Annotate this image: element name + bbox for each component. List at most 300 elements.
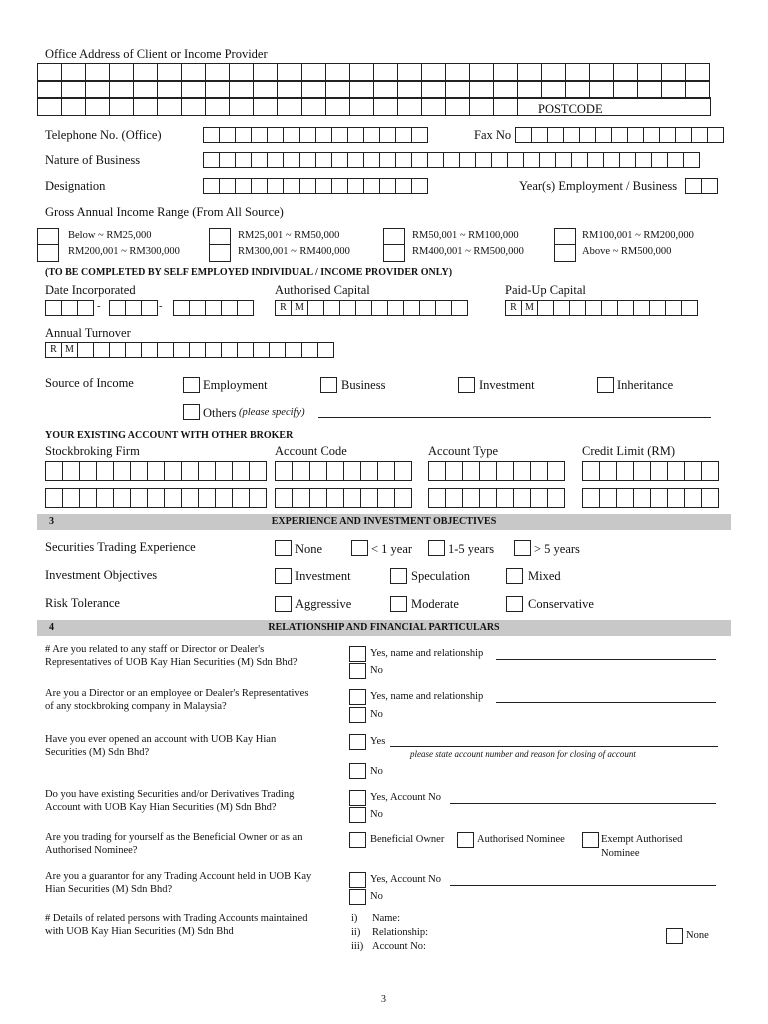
char-box[interactable] (275, 488, 293, 508)
char-box[interactable] (125, 342, 142, 358)
char-box[interactable] (619, 152, 636, 168)
broker-limit-field-2[interactable] (582, 488, 719, 508)
char-box[interactable] (61, 300, 78, 316)
char-box[interactable] (547, 461, 565, 481)
char-box[interactable] (701, 461, 719, 481)
char-box[interactable] (601, 300, 618, 316)
char-box[interactable] (421, 97, 446, 116)
income-checkbox-1b[interactable] (37, 244, 59, 262)
paid-up-capital-field[interactable] (505, 300, 698, 316)
question-3-line-1: Have you ever opened an account with UOB Kay Hian (45, 734, 277, 745)
char-box[interactable] (113, 488, 131, 508)
char-box[interactable] (395, 178, 412, 194)
char-box[interactable] (125, 300, 142, 316)
char-box[interactable] (113, 461, 131, 481)
address-row[interactable] (37, 80, 731, 98)
char-box[interactable] (513, 461, 531, 481)
char-box[interactable] (377, 461, 395, 481)
detail-index: i) (351, 913, 358, 924)
authorised-capital-field[interactable] (275, 300, 468, 316)
char-box[interactable] (219, 178, 236, 194)
source-business-checkbox[interactable] (320, 377, 337, 393)
q2-no-checkbox[interactable] (349, 707, 366, 723)
char-box[interactable] (627, 127, 644, 143)
q2-yes-checkbox[interactable] (349, 689, 366, 705)
char-box[interactable] (77, 342, 94, 358)
char-box[interactable] (675, 127, 692, 143)
char-box[interactable] (130, 488, 148, 508)
currency-m: M (521, 300, 538, 316)
char-box[interactable] (267, 152, 284, 168)
char-box[interactable] (85, 97, 110, 116)
char-box[interactable] (221, 342, 238, 358)
char-box[interactable] (428, 461, 446, 481)
char-box[interactable] (283, 178, 300, 194)
telephone-field[interactable] (203, 127, 428, 143)
char-box[interactable] (530, 488, 548, 508)
broker-code-field[interactable] (275, 461, 412, 481)
char-box[interactable] (617, 300, 634, 316)
char-box[interactable] (587, 152, 604, 168)
nature-field[interactable] (203, 152, 700, 168)
broker-col-limit: Credit Limit (RM) (582, 444, 676, 458)
char-box[interactable] (616, 461, 634, 481)
char-box[interactable] (633, 488, 651, 508)
yes-relationship-label: Yes, name and relationship (370, 691, 484, 702)
char-box[interactable] (428, 488, 446, 508)
char-box[interactable] (96, 488, 114, 508)
char-box[interactable] (633, 461, 651, 481)
char-box[interactable] (459, 152, 476, 168)
char-box[interactable] (133, 97, 158, 116)
q4-yes-checkbox[interactable] (349, 790, 366, 806)
risk-aggressive-checkbox[interactable] (275, 596, 292, 612)
char-box[interactable] (571, 152, 588, 168)
char-box[interactable] (277, 97, 302, 116)
char-box[interactable] (513, 488, 531, 508)
char-box[interactable] (331, 178, 348, 194)
char-box[interactable] (229, 97, 254, 116)
objective-mixed-checkbox[interactable] (506, 568, 523, 584)
q3-yes-checkbox[interactable] (349, 734, 366, 750)
char-box[interactable] (251, 127, 268, 143)
char-box[interactable] (317, 342, 334, 358)
char-box[interactable] (360, 461, 378, 481)
q5-authorised-nominee-checkbox[interactable] (457, 832, 474, 848)
char-box[interactable] (343, 488, 361, 508)
char-box[interactable] (269, 342, 286, 358)
nature-label: Nature of Business (45, 153, 141, 167)
char-box[interactable] (493, 97, 518, 116)
char-box[interactable] (109, 300, 126, 316)
char-box[interactable] (147, 461, 165, 481)
char-box[interactable] (235, 178, 252, 194)
char-box[interactable] (379, 152, 396, 168)
char-box[interactable] (555, 152, 572, 168)
char-box[interactable] (403, 300, 420, 316)
char-box[interactable] (251, 152, 268, 168)
char-box[interactable] (563, 127, 580, 143)
self-employed-note: (TO BE COMPLETED BY SELF EMPLOYED INDIVIDUAL / INCOME PROVIDER ONLY) (45, 267, 453, 278)
annual-turnover-field[interactable] (45, 342, 334, 358)
others-specify-line[interactable] (318, 417, 711, 418)
date-day-field[interactable] (45, 300, 94, 316)
char-box[interactable] (659, 127, 676, 143)
char-box[interactable] (379, 178, 396, 194)
char-box[interactable] (595, 127, 612, 143)
char-box[interactable] (569, 300, 586, 316)
char-box[interactable] (599, 461, 617, 481)
q4-account-line[interactable] (450, 803, 716, 804)
char-box[interactable] (253, 97, 278, 116)
char-box[interactable] (164, 461, 182, 481)
char-box[interactable] (157, 342, 174, 358)
char-box[interactable] (355, 300, 372, 316)
q3-account-line[interactable] (390, 746, 718, 747)
broker-type-field[interactable] (428, 461, 565, 481)
char-box[interactable] (173, 300, 190, 316)
char-box[interactable] (427, 152, 444, 168)
char-box[interactable] (326, 461, 344, 481)
char-box[interactable] (205, 97, 230, 116)
q1-yes-checkbox[interactable] (349, 646, 366, 662)
char-box[interactable] (323, 300, 340, 316)
char-box[interactable] (469, 97, 494, 116)
income-checkbox-2b[interactable] (209, 244, 231, 262)
question-5-line-1: Are you trading for yourself as the Beneficial Owner or as an (45, 832, 303, 843)
char-box[interactable] (445, 488, 463, 508)
char-box[interactable] (531, 127, 548, 143)
char-box[interactable] (373, 97, 398, 116)
designation-field[interactable] (203, 178, 428, 194)
char-box[interactable] (684, 461, 702, 481)
char-box[interactable] (553, 300, 570, 316)
char-box[interactable] (701, 178, 718, 194)
char-box[interactable] (475, 152, 492, 168)
char-box[interactable] (249, 461, 267, 481)
char-box[interactable] (203, 152, 220, 168)
char-box[interactable] (189, 300, 206, 316)
char-box[interactable] (283, 152, 300, 168)
char-box[interactable] (579, 127, 596, 143)
address-grid[interactable] (37, 63, 731, 118)
char-box[interactable] (585, 300, 602, 316)
address-label: Office Address of Client or Income Provider (45, 47, 268, 61)
q5-exempt-checkbox[interactable] (582, 832, 599, 848)
char-box[interactable] (451, 300, 468, 316)
char-box[interactable] (685, 178, 702, 194)
char-box[interactable] (237, 300, 254, 316)
char-box[interactable] (691, 127, 708, 143)
char-box[interactable] (707, 127, 724, 143)
q1-relationship-line[interactable] (496, 659, 716, 660)
char-box[interactable] (507, 152, 524, 168)
char-box[interactable] (394, 488, 412, 508)
income-checkbox-4b[interactable] (554, 244, 576, 262)
experience-gt5-checkbox[interactable] (514, 540, 531, 556)
char-box[interactable] (491, 152, 508, 168)
char-box[interactable] (189, 342, 206, 358)
char-box[interactable] (79, 461, 97, 481)
q3-no-checkbox[interactable] (349, 763, 366, 779)
q6-yes-checkbox[interactable] (349, 872, 366, 888)
char-box[interactable] (61, 97, 86, 116)
char-box[interactable] (309, 461, 327, 481)
char-box[interactable] (315, 152, 332, 168)
char-box[interactable] (96, 461, 114, 481)
char-box[interactable] (157, 97, 182, 116)
char-box[interactable] (215, 461, 233, 481)
date-month-field[interactable] (109, 300, 158, 316)
char-box[interactable] (649, 300, 666, 316)
char-box[interactable] (347, 127, 364, 143)
char-box[interactable] (181, 97, 206, 116)
address-row[interactable] (37, 97, 731, 115)
char-box[interactable] (109, 342, 126, 358)
char-box[interactable] (419, 300, 436, 316)
broker-limit-field[interactable] (582, 461, 719, 481)
source-investment-checkbox[interactable] (458, 377, 475, 393)
q2-relationship-line[interactable] (496, 702, 716, 703)
objective-speculation-checkbox[interactable] (390, 568, 407, 584)
q1-no-checkbox[interactable] (349, 663, 366, 679)
char-box[interactable] (523, 152, 540, 168)
question-2-line-2: of any stockbroking company in Malaysia? (45, 701, 227, 712)
char-box[interactable] (203, 127, 220, 143)
char-box[interactable] (667, 488, 685, 508)
char-box[interactable] (616, 488, 634, 508)
experience-lt1-checkbox[interactable] (351, 540, 368, 556)
char-box[interactable] (635, 152, 652, 168)
char-box[interactable] (479, 488, 497, 508)
risk-option: Aggressive (295, 597, 352, 611)
char-box[interactable] (462, 488, 480, 508)
char-box[interactable] (181, 488, 199, 508)
detail-index: ii) (351, 927, 361, 938)
char-box[interactable] (292, 488, 310, 508)
char-box[interactable] (275, 461, 293, 481)
q7-none-checkbox[interactable] (666, 928, 683, 944)
char-box[interactable] (249, 488, 267, 508)
char-box[interactable] (651, 152, 668, 168)
char-box[interactable] (377, 488, 395, 508)
q5-beneficial-checkbox[interactable] (349, 832, 366, 848)
char-box[interactable] (496, 461, 514, 481)
char-box[interactable] (62, 488, 80, 508)
char-box[interactable] (77, 300, 94, 316)
broker-firm-field-2[interactable] (45, 488, 267, 508)
char-box[interactable] (198, 488, 216, 508)
char-box[interactable] (681, 300, 698, 316)
char-box[interactable] (130, 461, 148, 481)
source-inheritance-checkbox[interactable] (597, 377, 614, 393)
char-box[interactable] (443, 152, 460, 168)
char-box[interactable] (232, 488, 250, 508)
char-box[interactable] (435, 300, 452, 316)
char-box[interactable] (547, 488, 565, 508)
char-box[interactable] (315, 127, 332, 143)
char-box[interactable] (650, 461, 668, 481)
char-box[interactable] (235, 127, 252, 143)
risk-label: Risk Tolerance (45, 596, 120, 610)
fax-field[interactable] (515, 127, 724, 143)
source-others-checkbox[interactable] (183, 404, 200, 420)
char-box[interactable] (387, 300, 404, 316)
char-box[interactable] (292, 461, 310, 481)
experience-1to5-checkbox[interactable] (428, 540, 445, 556)
char-box[interactable] (360, 488, 378, 508)
char-box[interactable] (539, 152, 556, 168)
currency-r: R (505, 300, 522, 316)
char-box[interactable] (181, 461, 199, 481)
char-box[interactable] (603, 152, 620, 168)
char-box[interactable] (299, 127, 316, 143)
char-box[interactable] (331, 127, 348, 143)
char-box[interactable] (203, 178, 220, 194)
char-box[interactable] (285, 342, 302, 358)
char-box[interactable] (205, 300, 222, 316)
char-box[interactable] (45, 461, 63, 481)
yes-relationship-label: Yes, name and relationship (370, 648, 484, 659)
char-box[interactable] (349, 97, 374, 116)
broker-code-field-2[interactable] (275, 488, 412, 508)
char-box[interactable] (411, 152, 428, 168)
char-box[interactable] (147, 488, 165, 508)
char-box[interactable] (301, 97, 326, 116)
char-box[interactable] (251, 178, 268, 194)
char-box[interactable] (347, 152, 364, 168)
char-box[interactable] (79, 488, 97, 508)
char-box[interactable] (363, 127, 380, 143)
q6-no-checkbox[interactable] (349, 889, 366, 905)
char-box[interactable] (363, 178, 380, 194)
broker-col-firm: Stockbroking Firm (45, 444, 140, 458)
char-box[interactable] (283, 127, 300, 143)
char-box[interactable] (537, 300, 554, 316)
char-box[interactable] (45, 300, 62, 316)
char-box[interactable] (582, 461, 600, 481)
char-box[interactable] (173, 342, 190, 358)
char-box[interactable] (462, 461, 480, 481)
char-box[interactable] (299, 178, 316, 194)
char-box[interactable] (445, 97, 470, 116)
char-box[interactable] (267, 178, 284, 194)
char-box[interactable] (347, 178, 364, 194)
char-box[interactable] (496, 488, 514, 508)
char-box[interactable] (611, 127, 628, 143)
char-box[interactable] (331, 152, 348, 168)
char-box[interactable] (394, 461, 412, 481)
source-employment-checkbox[interactable] (183, 377, 200, 393)
char-box[interactable] (633, 300, 650, 316)
no-label: No (370, 891, 383, 902)
income-checkbox-3b[interactable] (383, 244, 405, 262)
char-box[interactable] (253, 342, 270, 358)
broker-firm-field[interactable] (45, 461, 267, 481)
char-box[interactable] (141, 300, 158, 316)
char-box[interactable] (109, 97, 134, 116)
char-box[interactable] (37, 97, 62, 116)
char-box[interactable] (397, 97, 422, 116)
char-box[interactable] (164, 488, 182, 508)
risk-moderate-checkbox[interactable] (390, 596, 407, 612)
char-box[interactable] (479, 461, 497, 481)
char-box[interactable] (267, 127, 284, 143)
char-box[interactable] (582, 488, 600, 508)
risk-conservative-checkbox[interactable] (506, 596, 523, 612)
char-box[interactable] (339, 300, 356, 316)
date-year-field[interactable] (173, 300, 254, 316)
char-box[interactable] (643, 127, 660, 143)
char-box[interactable] (371, 300, 388, 316)
char-box[interactable] (667, 152, 684, 168)
char-box[interactable] (683, 152, 700, 168)
objective-option: Speculation (411, 569, 471, 583)
q6-account-line[interactable] (450, 885, 716, 886)
char-box[interactable] (515, 127, 532, 143)
years-field[interactable] (685, 178, 718, 194)
char-box[interactable] (198, 461, 216, 481)
char-box[interactable] (411, 127, 428, 143)
experience-none-checkbox[interactable] (275, 540, 292, 556)
char-box[interactable] (307, 300, 324, 316)
char-box[interactable] (684, 488, 702, 508)
char-box[interactable] (299, 152, 316, 168)
char-box[interactable] (219, 127, 236, 143)
address-row[interactable] (37, 63, 731, 81)
char-box[interactable] (237, 342, 254, 358)
question-4-line-2: Account with UOB Kay Hian Securities (M) Sdn Bhd? (45, 802, 277, 813)
broker-type-field-2[interactable] (428, 488, 565, 508)
char-box[interactable] (325, 97, 350, 116)
char-box[interactable] (219, 152, 236, 168)
char-box[interactable] (379, 127, 396, 143)
char-box[interactable] (232, 461, 250, 481)
question-1-line-2: Representatives of UOB Kay Hian Securities (M) Sdn Bhd? (45, 657, 298, 668)
char-box[interactable] (395, 127, 412, 143)
char-box[interactable] (650, 488, 668, 508)
char-box[interactable] (326, 488, 344, 508)
postcode-label: POSTCODE (538, 102, 603, 116)
char-box[interactable] (445, 461, 463, 481)
char-box[interactable] (547, 127, 564, 143)
char-box[interactable] (315, 178, 332, 194)
char-box[interactable] (221, 300, 238, 316)
char-box[interactable] (411, 178, 428, 194)
char-box[interactable] (62, 461, 80, 481)
char-box[interactable] (363, 152, 380, 168)
char-box[interactable] (530, 461, 548, 481)
char-box[interactable] (141, 342, 158, 358)
char-box[interactable] (665, 300, 682, 316)
char-box[interactable] (599, 488, 617, 508)
char-box[interactable] (45, 488, 63, 508)
char-box[interactable] (701, 488, 719, 508)
char-box[interactable] (235, 152, 252, 168)
objective-investment-checkbox[interactable] (275, 568, 292, 584)
char-box[interactable] (309, 488, 327, 508)
detail-account-label: Account No: (372, 941, 426, 952)
char-box[interactable] (343, 461, 361, 481)
q4-no-checkbox[interactable] (349, 807, 366, 823)
page-number: 3 (381, 994, 386, 1005)
char-box[interactable] (215, 488, 233, 508)
char-box[interactable] (205, 342, 222, 358)
char-box[interactable] (667, 461, 685, 481)
char-box[interactable] (301, 342, 318, 358)
char-box[interactable] (395, 152, 412, 168)
char-box[interactable] (93, 342, 110, 358)
